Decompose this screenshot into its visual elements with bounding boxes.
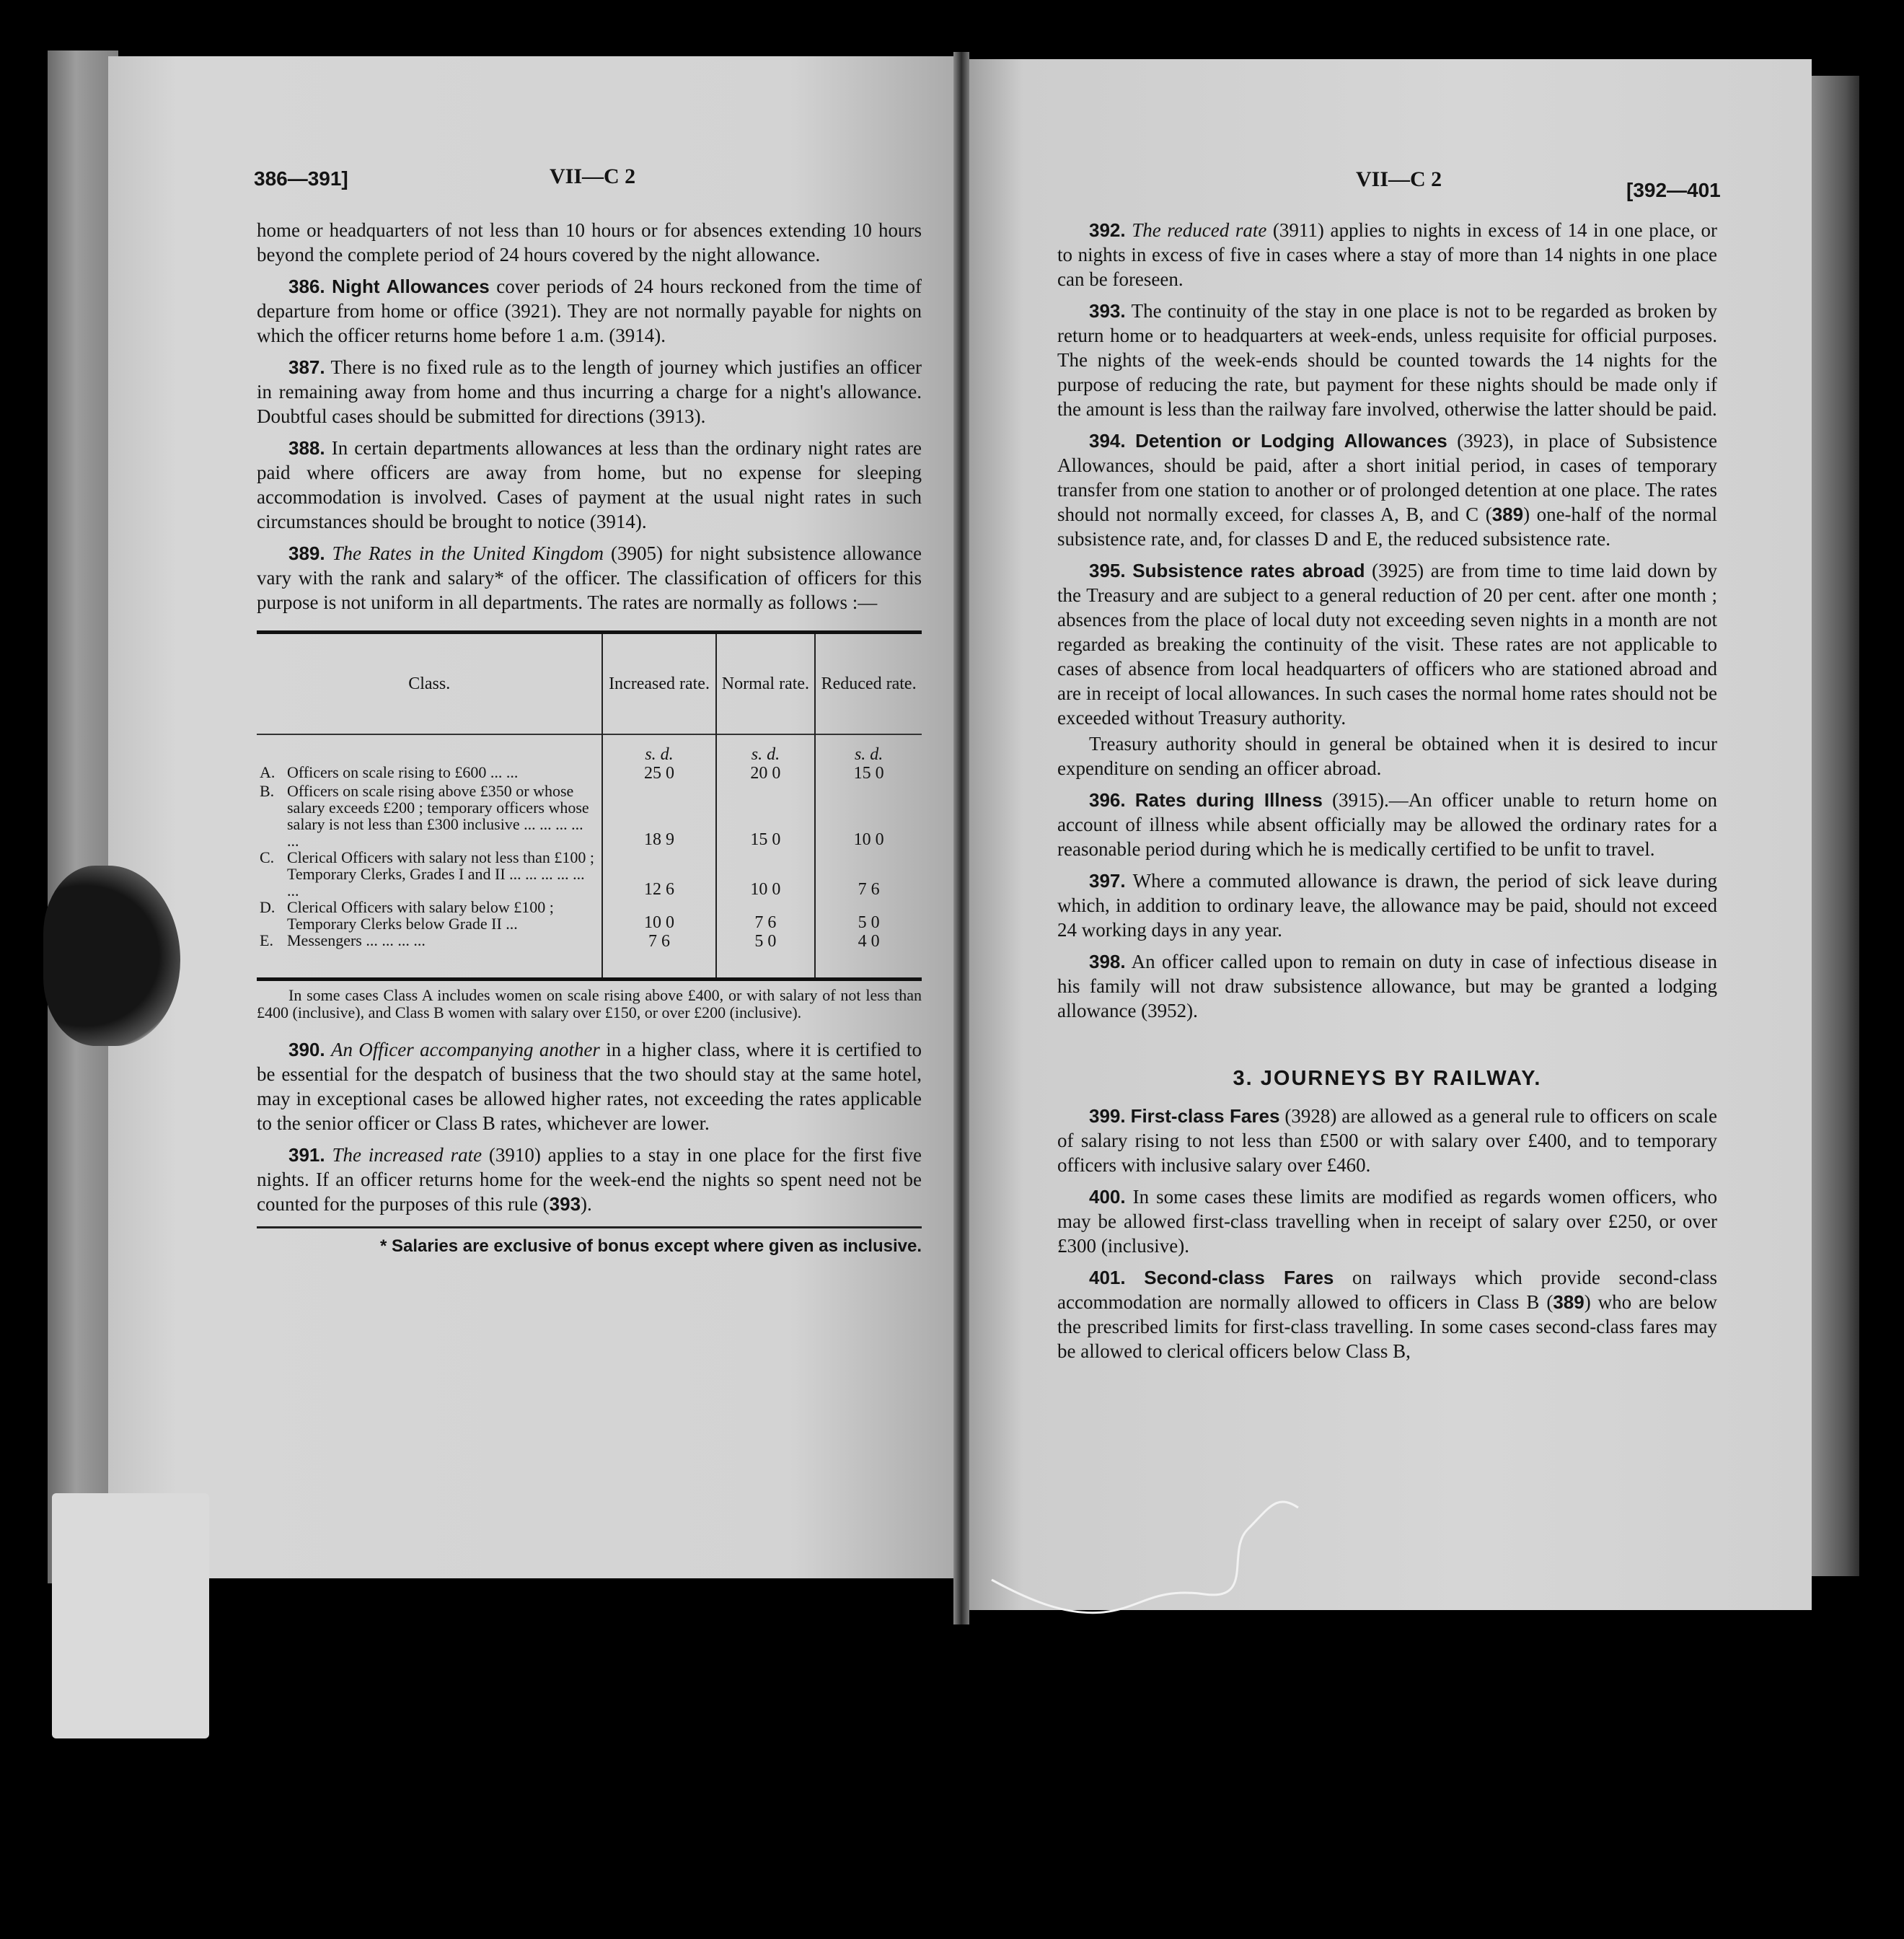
para-390 <box>257 1037 922 1135</box>
reduced-rate: 5 0 <box>815 899 922 932</box>
units-reduced: s. d. <box>815 734 922 764</box>
para-number: 394. <box>1089 430 1126 452</box>
table-note: In some cases Class A includes women on scale rising above £400, or with salary of not less than £400 (inclusive), and Class B women with salary over £150, or over £200 (inclusive). <box>257 986 922 1021</box>
para-text: In some cases these limits are modified as regards women officers, who may be allowed first-class travelling when in receipt of salary over £250, or over £300 (inclusive). <box>1057 1186 1717 1257</box>
para-text: (3915).—An officer unable to return home on account of illness while absent officially may be allowed the ordinary rates for a reasonable period during which he is medically certified to be unfit to travel. <box>1057 789 1717 860</box>
para-text-end: ) one-half of the normal subsistence rate, and, for classes D and E, the reduced subsistence rate. <box>1057 504 1717 550</box>
para-heading: Rates during Illness <box>1134 789 1323 811</box>
normal-rate: 5 0 <box>716 932 816 980</box>
para-number: 399. <box>1089 1105 1126 1127</box>
cross-reference: 389 <box>1491 504 1524 525</box>
normal-rate: 15 0 <box>716 783 816 849</box>
cross-reference: 393 <box>549 1193 581 1215</box>
para-number: 400. <box>1089 1186 1126 1208</box>
para-text: (3911) applies to nights in excess of 14 in one place, or to nights in excess of five in cases where a stay of more than 14 nights in one place can be foreseen. <box>1057 219 1718 290</box>
right-page-range: [392—401 <box>1626 179 1721 201</box>
left-column <box>257 218 922 1259</box>
increased-rate: 7 6 <box>602 932 715 980</box>
cross-reference: 389 <box>1553 1291 1585 1313</box>
para-heading: Detention or Lodging Allowances <box>1135 430 1447 452</box>
para-text: on railways which provide second-class accommodation are normally allowed to officers in Class B ( <box>1057 1267 1718 1313</box>
para-text: in a higher class, where it is certified to be essential for the despatch of business that the two should stay at the same hotel, may in exceptional cases be allowed higher rates, not exceeding the rates applicable to the senior officer or Class B rates, whichever are lower. <box>257 1039 922 1134</box>
right-column <box>1057 218 1717 1371</box>
units-blank <box>257 734 602 764</box>
class-key: A. <box>260 763 276 781</box>
para-392 <box>1057 218 1717 291</box>
para-text: cover periods of 24 hours reckoned from the time of departure from home or office (3921). They are not normally payable for nights on which the officer returns home before 1 a.m. (3914). <box>257 276 922 346</box>
units-normal: s. d. <box>716 734 816 764</box>
para-number: 389. <box>288 542 325 564</box>
class-key: C. <box>260 848 275 866</box>
para-italic-heading: The Rates in the United Kingdom <box>332 542 604 564</box>
para-number: 395. <box>1089 560 1126 581</box>
para-text: (3905) for night subsistence allowance vary with the rank and salary* of the officer. The classification of officers for this purpose is not uniform in all departments. The rates are normally as follows :— <box>257 542 922 613</box>
normal-rate: 10 0 <box>716 849 816 899</box>
normal-rate: 20 0 <box>716 764 816 783</box>
para-number: 393. <box>1089 300 1126 322</box>
col-header-class: Class. <box>408 674 451 693</box>
para-text: The continuity of the stay in one place is not to be regarded as broken by return home or to headquarters at week-ends, unless requisite for official purposes. The nights of the week-ends should be counted towards the 14 nights for the purpose of reducing the rate, but payment for these nights should be made only if the amount is less than the railway fare involved, otherwise the latter should be paid. <box>1057 300 1717 420</box>
increased-rate: 25 0 <box>602 764 715 783</box>
reduced-rate: 15 0 <box>815 764 922 783</box>
class-description: Clerical Officers with salary not less than £100 ; Temporary Clerks, Grades I and II ... ... ... ... ... ... <box>287 848 595 900</box>
page-crack-mark <box>988 1479 1392 1623</box>
para-text: An officer called upon to remain on duty in case of infectious disease in his family will not draw subsistence allowance, but may be granted a lodging allowance (3952). <box>1057 951 1717 1021</box>
para-397 <box>1057 869 1717 942</box>
intro-paragraph: home or headquarters of not less than 10 hours or for absences extending 10 hours beyond the complete period of 24 hours covered by the night allowance. <box>257 219 922 265</box>
table-row <box>257 764 922 783</box>
para-number: 386. <box>288 276 325 297</box>
para-number: 392. <box>1089 219 1126 241</box>
para-number: 398. <box>1089 951 1126 972</box>
class-key: B. <box>260 782 275 800</box>
rates-table <box>257 630 922 981</box>
section-title: 3. JOURNEYS BY RAILWAY. <box>1233 1067 1542 1090</box>
normal-rate: 7 6 <box>716 899 816 932</box>
para-text: (3925) are from time to time laid down by the Treasury and are subject to a general reduction of 20 per cent. after one month ; absences from the place of local duty not exceeding seven nights in a month are not regarded as breaking the continuity of the visit. These rates are not applicable to cases of absence from local headquarters of officers who are stationed abroad and are in receipt of local allowances. In such cases the normal home rates should not be exceeded without Treasury authority. <box>1057 560 1718 729</box>
right-page-edge-stack <box>1810 76 1859 1576</box>
para-398 <box>1057 949 1717 1023</box>
para-389 <box>257 541 922 615</box>
para-396 <box>1057 788 1717 861</box>
increased-rate: 10 0 <box>602 899 715 932</box>
table-row <box>257 849 922 899</box>
para-text: (3923), in place of Subsistence Allowances, should be paid, after a short initial period, in cases of temporary transfer from one station to another or of prolonged detention at one place. The rates should not normally exceed, for classes A, B, and C ( <box>1057 430 1718 525</box>
right-section-code: VII—C 2 <box>1356 167 1442 191</box>
para-395 <box>1057 558 1717 730</box>
para-number: 401. <box>1089 1267 1126 1288</box>
col-header-increased: Increased rate. <box>602 633 715 735</box>
para-italic-heading: The increased rate <box>332 1144 482 1166</box>
col-header-reduced: Reduced rate. <box>815 633 922 735</box>
para-number: 387. <box>288 356 325 378</box>
class-description: Officers on scale rising above £350 or whose salary exceeds £200 ; temporary officers whose salary is not less than £300 inclusive ... ... ... ... ... <box>287 782 589 850</box>
para-391 <box>257 1143 922 1216</box>
left-section-code: VII—C 2 <box>550 164 636 188</box>
para-heading: First-class Fares <box>1130 1105 1280 1127</box>
para-text: (3928) are allowed as a general rule to officers on scale of salary rising to not less than £500 or with salary over £400, and to temporary officers with inclusive salary over £460. <box>1057 1105 1718 1176</box>
table-row <box>257 899 922 932</box>
class-key: D. <box>260 898 276 916</box>
footnote: * Salaries are exclusive of bonus except where given as inclusive. <box>257 1226 922 1259</box>
para-393 <box>1057 299 1717 421</box>
paper-slip <box>52 1493 209 1738</box>
para-number: 397. <box>1089 870 1126 892</box>
increased-rate: 12 6 <box>602 849 715 899</box>
para-394 <box>1057 428 1717 551</box>
left-page-range: 386—391] <box>254 167 348 190</box>
para-heading: Night Allowances <box>332 276 490 297</box>
para-text: (3910) applies to a stay in one place for the first five nights. If an officer returns home for the week-end the nights so spent need not be counted for the purposes of this rule ( <box>257 1144 922 1215</box>
class-description: Clerical Officers with salary below £100 ; Temporary Clerks below Grade II ... <box>287 898 554 933</box>
para-395-continued: Treasury authority should in general be obtained when it is desired to incur expenditure on sending an officer abroad. <box>1057 733 1717 779</box>
para-number: 388. <box>288 437 325 459</box>
para-387 <box>257 355 922 428</box>
para-400 <box>1057 1184 1717 1258</box>
para-text: In certain departments allowances at less than the ordinary night rates are paid where officers are away from home, but no expense for sleeping accommodation is involved. Cases of payment at the usual night rates in such circumstances should be brought to notice (3914). <box>257 437 922 532</box>
para-text: Where a commuted allowance is drawn, the period of sick leave during which, in addition to ordinary leave, the allowance may be paid, should not exceed 24 working days in any year. <box>1057 870 1717 941</box>
para-text-end: ). <box>581 1193 592 1215</box>
increased-rate: 18 9 <box>602 783 715 849</box>
para-number: 390. <box>288 1039 325 1060</box>
para-heading: Second-class Fares <box>1144 1267 1334 1288</box>
para-399 <box>1057 1104 1717 1177</box>
para-italic-heading: The reduced rate <box>1132 219 1267 241</box>
para-number: 391. <box>288 1144 325 1166</box>
para-heading: Subsistence rates abroad <box>1132 560 1365 581</box>
table-row <box>257 932 922 980</box>
para-386 <box>257 274 922 348</box>
reduced-rate: 7 6 <box>815 849 922 899</box>
para-number: 396. <box>1089 789 1126 811</box>
class-key: E. <box>260 931 273 949</box>
table-row <box>257 783 922 849</box>
reduced-rate: 4 0 <box>815 932 922 980</box>
col-header-normal: Normal rate. <box>716 633 816 735</box>
para-text: There is no fixed rule as to the length of journey which justifies an officer in remaining away from home and thus incurring a charge for a night's allowance. Doubtful cases should be submitted for directions (3913). <box>257 356 922 427</box>
para-388 <box>257 436 922 534</box>
reduced-rate: 10 0 <box>815 783 922 849</box>
class-description: Messengers ... ... ... ... <box>287 931 426 949</box>
class-description: Officers on scale rising to £600 ... ... <box>287 763 519 781</box>
para-text-end: ) who are below the prescribed limits for first-class travelling. In some cases second-class fares may be allowed to clerical officers below Class B, <box>1057 1291 1718 1362</box>
para-italic-heading: An Officer accompanying another <box>330 1039 600 1060</box>
para-401 <box>1057 1265 1717 1363</box>
units-increased: s. d. <box>602 734 715 764</box>
book-gutter <box>953 52 969 1624</box>
